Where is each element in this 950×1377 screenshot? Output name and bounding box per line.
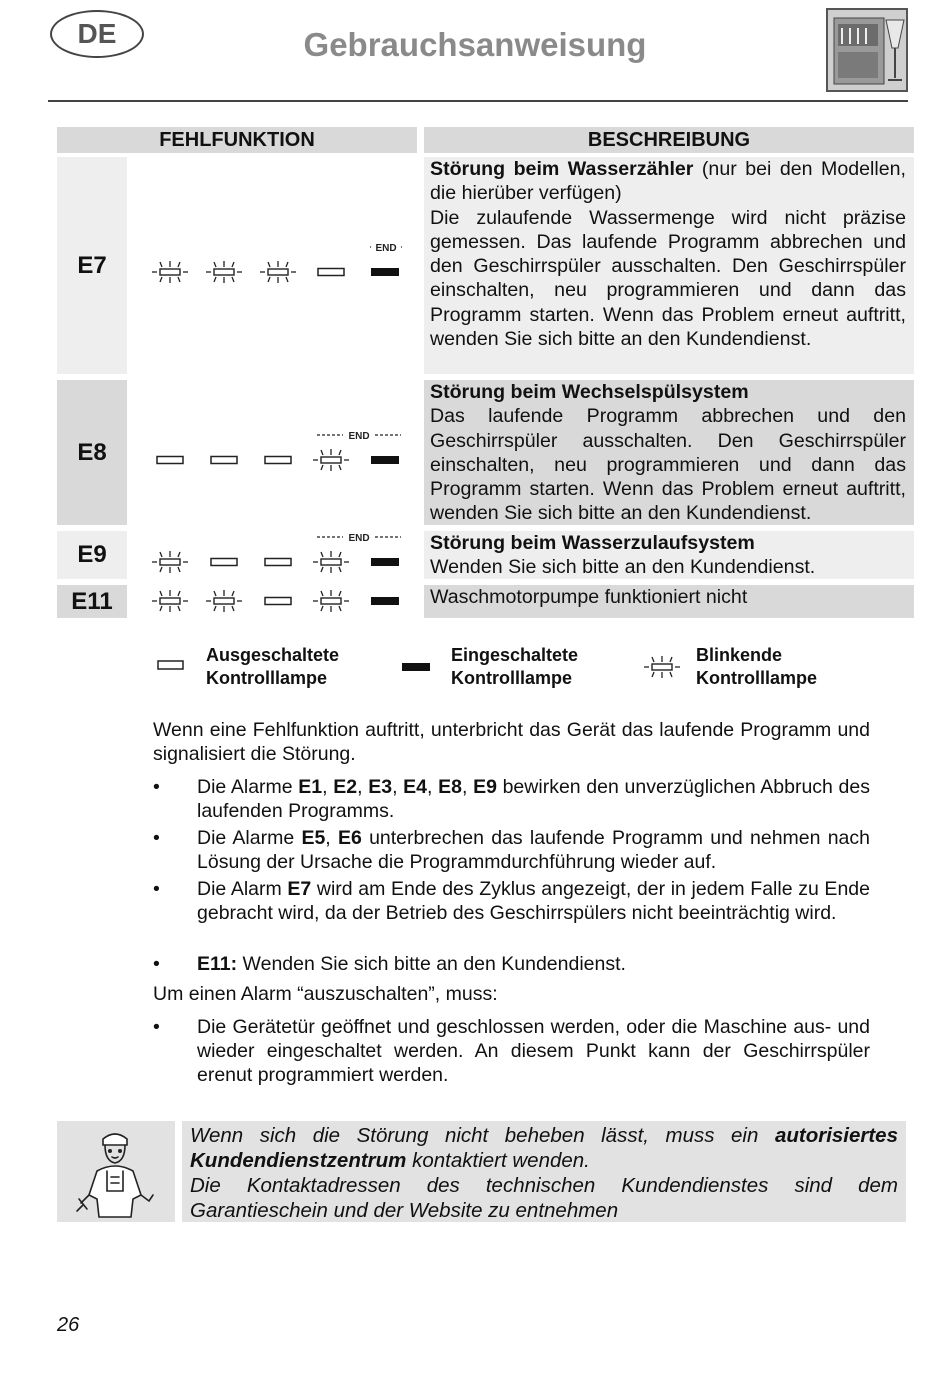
code-e5: E5 bbox=[301, 827, 326, 849]
code-e9: E9 bbox=[473, 776, 497, 798]
bullet-1-pre: Die Alarme bbox=[197, 776, 299, 798]
indicator-lamp-off bbox=[265, 559, 291, 566]
bullet-5-text: Die Gerätetür geöffnet und geschlossen werden, oder die Maschine aus- und wieder eingeschaltet werden. An diesem Punkt kann der Geschirrspüler erenut programmiert werden. bbox=[197, 1016, 870, 1086]
bullet-item-3 bbox=[153, 877, 870, 925]
legend-off-line2: Kontrolllampe bbox=[206, 668, 328, 688]
page-title: Gebrauchsanweisung bbox=[303, 26, 647, 63]
column-header-description: BESCHREIBUNG bbox=[424, 127, 914, 153]
lamp-sequence-e8 bbox=[130, 380, 420, 525]
note-text-a-pre: Wenn sich die Störung nicht beheben lässt, muss ein bbox=[190, 1124, 775, 1147]
description-title-e9: Störung beim Wasserzulaufsystem bbox=[430, 532, 755, 554]
description-e7 bbox=[424, 157, 914, 374]
indicator-lamp-blinking bbox=[313, 449, 349, 471]
description-text-e8: Das laufende Programm abbrechen und den Geschirrspüler ausschalten. Den Geschirrspüler einschalten, neu programmieren und dann das Programm starten. Wenn das Problem erneut auftritt, wenden Sie sich bitte an den Kundendienst. bbox=[430, 405, 906, 525]
bullet-2-pre: Die Alarme bbox=[197, 827, 302, 849]
indicator-lamp-on bbox=[371, 268, 399, 276]
reset-intro: Um einen Alarm “auszuschalten”, muss: bbox=[153, 983, 498, 1005]
bullet-item-5 bbox=[153, 1015, 870, 1087]
code-e2: E2 bbox=[333, 776, 358, 798]
indicator-lamp-blinking bbox=[206, 261, 242, 283]
indicator-lamp-blinking bbox=[260, 261, 296, 283]
legend-on-label bbox=[451, 644, 578, 690]
indicator-lamp-off bbox=[318, 269, 344, 276]
lamp-diagram-e11 bbox=[130, 585, 420, 618]
bullet-dot: • bbox=[153, 1016, 160, 1038]
bullet-dot: • bbox=[153, 776, 160, 798]
note-text-b: Die Kontaktadressen des technischen Kundendienstes sind dem Garantieschein und der Website zu entnehmen bbox=[190, 1174, 898, 1222]
lamp-diagram-e9 bbox=[130, 525, 420, 579]
code-e4: E4 bbox=[403, 776, 428, 798]
description-e11 bbox=[424, 585, 914, 618]
bullet-1-post: bewirken den unverzüglichen Abbruch des laufenden Programms. bbox=[197, 776, 870, 822]
indicator-lamp-off bbox=[157, 457, 183, 464]
note-text-a-post: kontaktiert wenden. bbox=[406, 1149, 590, 1172]
legend-on-icon bbox=[402, 660, 432, 678]
intro-paragraph: Wenn eine Fehlfunktion auftritt, unterbricht das Gerät das laufende Programm und signalisiert die Störung. bbox=[153, 719, 870, 765]
lamp-diagram-e8 bbox=[130, 380, 420, 525]
dishwasher-icon bbox=[826, 8, 908, 92]
code-e6: E6 bbox=[337, 827, 362, 849]
end-label: END bbox=[375, 243, 397, 254]
bullet-item-1: • Die Alarme E1, E2, E3, E4, E8, E9 bewirken den unverzüglichen Abbruch des laufenden Programms. bbox=[153, 776, 870, 822]
description-text-e11: Waschmotorpumpe funktioniert nicht bbox=[430, 586, 748, 608]
description-title-suffix-e7: (nur bei den Modellen, die hierüber verfügen) bbox=[430, 158, 906, 205]
description-title-e7: Störung beim Wasserzähler bbox=[430, 158, 694, 180]
description-e8 bbox=[424, 380, 914, 525]
lamp-diagram-e7 bbox=[130, 157, 420, 374]
indicator-lamp-on bbox=[371, 456, 399, 464]
legend-on-line1: Eingeschaltete bbox=[451, 645, 579, 665]
end-marker bbox=[370, 243, 402, 254]
legend-off-line1: Ausgeschaltete bbox=[206, 645, 340, 665]
column-header-fault: FEHLFUNKTION bbox=[57, 127, 417, 153]
code-e11: E11: bbox=[197, 953, 238, 975]
error-code-e7: E7 bbox=[57, 157, 127, 374]
legend-on-line2: Kontrolllampe bbox=[451, 668, 573, 688]
indicator-lamp-on bbox=[371, 558, 399, 566]
indicator-lamp-off bbox=[265, 598, 291, 605]
indicator-lamp-blinking bbox=[152, 551, 188, 573]
legend-blink-label bbox=[696, 644, 817, 690]
description-e9 bbox=[424, 531, 914, 579]
indicator-lamp-on bbox=[371, 597, 399, 605]
indicator-lamp-blinking bbox=[206, 590, 242, 612]
technician-icon bbox=[57, 1121, 175, 1222]
code-e1: E1 bbox=[298, 776, 323, 798]
lamp-sequence-e9 bbox=[130, 525, 420, 579]
indicator-lamp-blinking bbox=[152, 261, 188, 283]
indicator-lamp-blinking bbox=[313, 551, 349, 573]
legend-blink-line2: Kontrolllampe bbox=[696, 668, 818, 688]
error-code-e11: E11 bbox=[57, 585, 127, 618]
bullet-item-4 bbox=[153, 952, 870, 976]
lamp-sequence-e11 bbox=[130, 585, 420, 618]
bullet-3-post: wird am Ende des Zyklus angezeigt, der in jedem Falle zu Ende gebracht wird, da der Betrieb des Geschirrspülers nicht beeinträchtig wird. bbox=[197, 878, 870, 924]
indicator-lamp-off bbox=[211, 559, 237, 566]
bullet-item-2: • Die Alarme E5, E6 unterbrechen das laufende Programm und nehmen nach Lösung der Ursache die Programmdurchführung wieder auf. bbox=[153, 827, 870, 873]
bullet-4-post: Wenden Sie sich bitte an den Kundendienst. bbox=[237, 953, 626, 975]
indicator-lamp-blinking bbox=[313, 590, 349, 612]
bullet-dot: • bbox=[153, 827, 160, 849]
bullet-dot: • bbox=[153, 953, 160, 975]
language-badge: DE bbox=[50, 10, 144, 58]
description-title-e8: Störung beim Wechselspülsystem bbox=[430, 381, 749, 403]
header-divider bbox=[48, 100, 908, 102]
end-marker bbox=[317, 533, 401, 544]
lamp-sequence-e7 bbox=[130, 157, 420, 374]
legend-off-icon bbox=[157, 658, 185, 677]
bullet-2-post: unterbrechen das laufende Programm und nehmen nach Lösung der Ursache die Programmdurchführung wieder auf. bbox=[197, 827, 870, 873]
indicator-lamp-blinking bbox=[152, 590, 188, 612]
code-e3: E3 bbox=[368, 776, 393, 798]
end-marker bbox=[317, 431, 401, 442]
bullet-dot: • bbox=[153, 878, 160, 900]
end-label: END bbox=[348, 533, 370, 544]
end-label: END bbox=[348, 431, 370, 442]
code-e7: E7 bbox=[287, 878, 312, 900]
error-code-e9: E9 bbox=[57, 531, 127, 579]
indicator-lamp-off bbox=[211, 457, 237, 464]
legend-off-label bbox=[206, 644, 339, 690]
indicator-lamp-off bbox=[265, 457, 291, 464]
code-e8: E8 bbox=[438, 776, 462, 798]
legend-blink-line1: Blinkende bbox=[696, 645, 783, 665]
description-text-e9: Wenden Sie sich bitte an den Kundendienst. bbox=[430, 556, 816, 579]
service-note bbox=[182, 1121, 906, 1222]
bullet-3-pre: Die Alarm bbox=[197, 878, 288, 900]
error-code-e8: E8 bbox=[57, 380, 127, 525]
page-number: 26 bbox=[57, 1314, 80, 1336]
legend-blink-icon bbox=[642, 656, 682, 683]
note-text-a-bold: autorisiertes Kundendienstzentrum bbox=[190, 1124, 898, 1172]
description-text-e7: Die zulaufende Wassermenge wird nicht präzise gemessen. Das laufende Programm abbrechen und den Geschirrspüler ausschalten. Den Geschirrspüler einschalten, neu programmieren und dann das Programm starten. Wenn das Problem erneut auftritt, wenden Sie sich bitte an den Kundendienst. bbox=[430, 206, 906, 351]
